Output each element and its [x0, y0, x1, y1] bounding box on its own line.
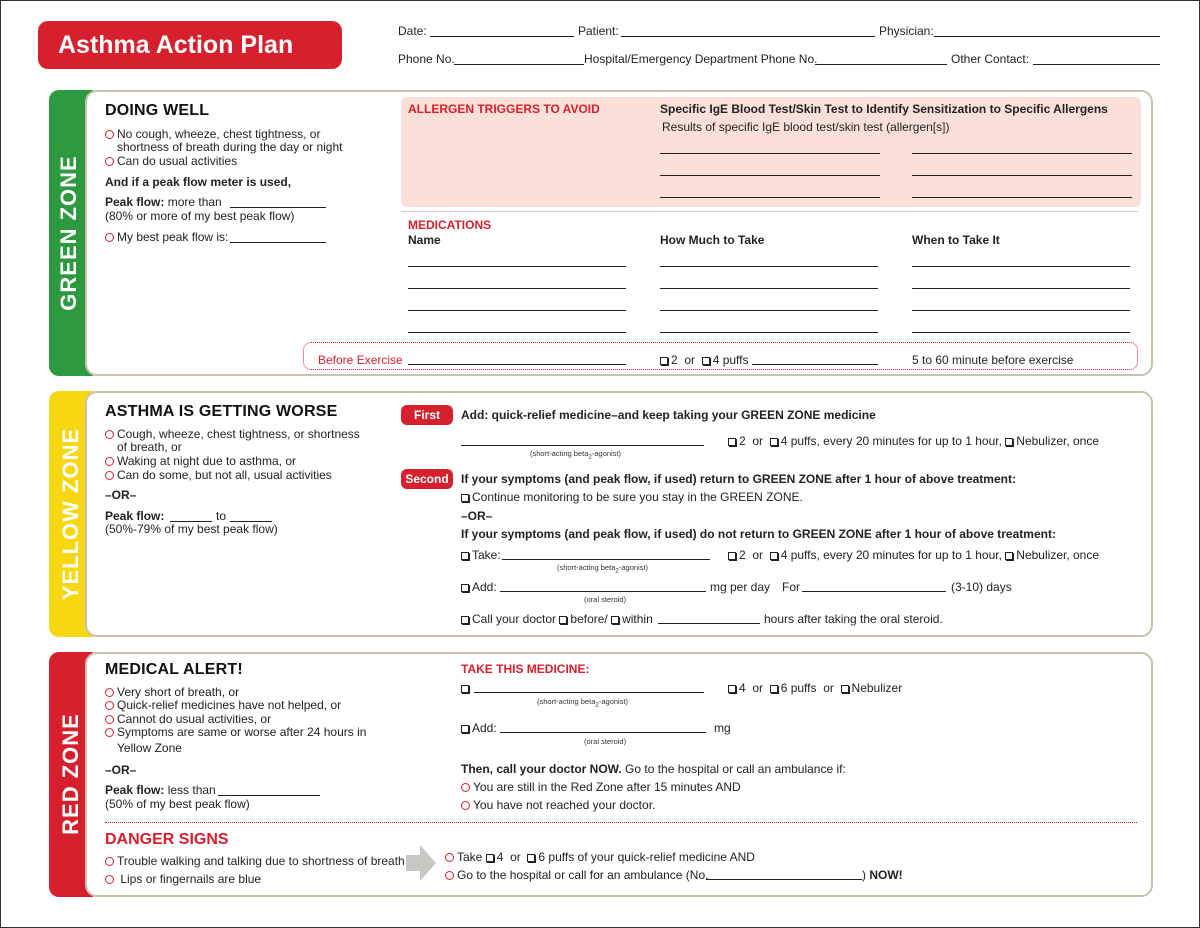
green-item-1: No cough, wheeze, chest tightness, or [105, 127, 320, 141]
patient-label: Patient: [578, 24, 619, 38]
red-peak-field[interactable] [218, 795, 320, 796]
checkbox-icon[interactable] [1005, 438, 1013, 446]
allergen-heading: ALLERGEN TRIGGERS TO AVOID [408, 102, 600, 116]
yellow-item-1b: of breath, or [117, 440, 182, 454]
red-cond-2: You have not reached your doctor. [461, 798, 655, 812]
phone-field[interactable] [454, 64, 584, 65]
other-contact-label: Other Contact: [951, 52, 1030, 66]
checkbox-icon[interactable] [559, 616, 567, 624]
circle-bullet-icon [445, 871, 454, 880]
oral-steroid-note: (oral steroid) [584, 595, 627, 604]
hours-field[interactable] [658, 623, 760, 624]
physician-label: Physician: [879, 24, 934, 38]
checkbox-icon[interactable] [461, 584, 469, 592]
ige-heading: Specific IgE Blood Test/Skin Test to Identify Sensitization to Specific Allergens [660, 102, 1108, 116]
med-line[interactable] [912, 266, 1130, 267]
circle-bullet-icon [105, 875, 114, 884]
add-row: Add: [461, 580, 497, 594]
green-item-1b: shortness of breath during the day or night [117, 140, 343, 154]
second-text-2: If your symptoms (and peak flow, if used) do not return to GREEN ZONE after 1 hour of above treatment: [461, 527, 1056, 541]
col-how-much: How Much to Take [660, 233, 765, 247]
yellow-peak-flow: Peak flow: [105, 509, 165, 523]
mg-per-day: mg per day [710, 580, 771, 594]
checkbox-icon[interactable] [461, 552, 469, 560]
med-line[interactable] [408, 288, 626, 289]
allergen-line[interactable] [660, 175, 880, 176]
second-badge: Second [401, 469, 453, 489]
divider [401, 211, 1138, 212]
circle-bullet-icon [105, 471, 114, 480]
red-zone-label: RED ZONE [58, 713, 83, 835]
yellow-peak-to: to [216, 509, 227, 523]
first-badge: First [401, 405, 453, 425]
checkbox-icon[interactable] [770, 685, 778, 693]
med-line[interactable] [408, 310, 626, 311]
physician-field[interactable] [934, 36, 1160, 37]
take-row: Take: [461, 548, 501, 562]
patient-field[interactable] [621, 36, 875, 37]
add-field[interactable] [500, 591, 706, 592]
med-line[interactable] [660, 332, 878, 333]
red-cond-1: You are still in the Red Zone after 15 minutes AND [461, 780, 741, 794]
circle-bullet-icon [105, 233, 114, 242]
medical-alert-heading: MEDICAL ALERT! [105, 661, 243, 678]
best-peak-field[interactable] [230, 242, 326, 243]
red-item-2: Quick-relief medicines have not helped, or [105, 698, 341, 712]
call-doctor-now: Then, call your doctor NOW. Go to the hospital or call an ambulance if: [461, 762, 846, 776]
red-or: –OR– [105, 763, 137, 777]
med-line[interactable] [660, 288, 878, 289]
red-item-1: Very short of breath, or [105, 685, 239, 699]
red-add-row: Add: [461, 721, 497, 735]
exercise-underline [752, 364, 878, 365]
med-line[interactable] [912, 332, 1130, 333]
circle-bullet-icon [105, 688, 114, 697]
circle-bullet-icon [105, 857, 114, 866]
checkbox-icon[interactable] [702, 357, 710, 365]
yellow-item-1: Cough, wheeze, chest tightness, or shortness [105, 427, 360, 441]
circle-bullet-icon [461, 801, 470, 810]
danger-1: Trouble walking and talking due to shortness of breath [105, 854, 405, 868]
medications-heading: MEDICATIONS [408, 218, 492, 232]
circle-bullet-icon [105, 457, 114, 466]
allergen-line[interactable] [660, 197, 880, 198]
med-line[interactable] [660, 310, 878, 311]
checkbox-icon[interactable] [728, 552, 736, 560]
yellow-peak-note: (50%-79% of my best peak flow) [105, 522, 278, 536]
checkbox-icon[interactable] [770, 552, 778, 560]
before-exercise-field[interactable] [408, 364, 626, 365]
checkbox-icon[interactable] [728, 685, 736, 693]
second-text-1: If your symptoms (and peak flow, if used) return to GREEN ZONE after 1 hour of above treatment: [461, 472, 1016, 486]
page-title: Asthma Action Plan [38, 21, 342, 69]
yellow-second-puffs: 2 or 4 puffs, every 20 minutes for up to 1 hour, Nebulizer, once [728, 548, 1099, 562]
green-peak-flow: Peak flow: more than [105, 195, 222, 209]
circle-bullet-icon [105, 130, 114, 139]
beta-agonist-note-3: (short-acting beta$_2$-agonist) [537, 697, 629, 709]
danger-action-2: Go to the hospital or call for an ambulance (No. [445, 868, 708, 882]
arrow-right-icon [404, 843, 438, 883]
days-field[interactable] [802, 591, 946, 592]
checkbox-icon[interactable] [461, 725, 469, 733]
getting-worse-heading: ASTHMA IS GETTING WORSE [105, 403, 338, 420]
checkbox-icon[interactable] [841, 685, 849, 693]
yellow-first-puffs: 2 or 4 puffs, every 20 minutes for up to 1 hour, Nebulizer, once [728, 434, 1099, 448]
med-line[interactable] [408, 332, 626, 333]
yellow-zone-label: YELLOW ZONE [58, 427, 83, 601]
call-doctor-row: Call your doctor before/ within [461, 612, 653, 626]
green-peak-note: (80% or more of my best peak flow) [105, 209, 295, 223]
allergen-line[interactable] [912, 153, 1132, 154]
circle-bullet-icon [445, 853, 454, 862]
take-field[interactable] [502, 559, 710, 560]
med-line[interactable] [912, 310, 1130, 311]
red-quick-relief-field[interactable] [474, 692, 704, 693]
yellow-quick-relief-field[interactable] [461, 445, 704, 446]
ige-results: Results of specific IgE blood test/skin test (allergen[s]) [662, 120, 950, 134]
ambulance-number-field[interactable] [706, 879, 862, 880]
phone-label: Phone No. [398, 52, 455, 66]
hours-after: hours after taking the oral steroid. [764, 612, 943, 626]
yellow-or2: –OR– [461, 509, 493, 523]
checkbox-icon[interactable] [660, 357, 668, 365]
red-peak-flow: Peak flow: less than [105, 783, 216, 797]
col-when: When to Take It [912, 233, 1000, 247]
red-item-4: Symptoms are same or worse after 24 hours in [105, 725, 366, 739]
red-peak-note: (50% of my best peak flow) [105, 797, 250, 811]
continue-monitoring: Continue monitoring to be sure you stay in the GREEN ZONE. [461, 490, 803, 504]
red-puffs: 4 or 6 puffs or Nebulizer [728, 681, 902, 695]
yellow-or: –OR– [105, 488, 137, 502]
first-text: Add: quick-relief medicine–and keep taking your GREEN ZONE medicine [461, 408, 876, 422]
peak-intro: And if a peak flow meter is used, [105, 175, 292, 189]
circle-bullet-icon [105, 715, 114, 724]
circle-bullet-icon [105, 430, 114, 439]
date-label: Date: [398, 24, 427, 38]
days-label: (3-10) days [951, 580, 1012, 594]
danger-action-close: ) NOW! [862, 868, 903, 882]
yellow-item-2: Waking at night due to asthma, or [105, 454, 296, 468]
for-label: For [782, 580, 800, 594]
checkbox-icon[interactable] [486, 854, 494, 862]
red-mg: mg [714, 721, 731, 735]
red-item-4b: Yellow Zone [117, 741, 182, 755]
yellow-item-3: Can do some, but not all, usual activities [105, 468, 332, 482]
doing-well-heading: DOING WELL [105, 102, 210, 119]
beta-agonist-note-2: (short-acting beta$_2$-agonist) [557, 563, 649, 575]
med-line[interactable] [912, 288, 1130, 289]
exercise-when: 5 to 60 minute before exercise [912, 353, 1074, 367]
checkbox-icon[interactable] [611, 616, 619, 624]
hospital-phone-field[interactable] [815, 64, 947, 65]
med-line[interactable] [660, 266, 878, 267]
green-zone-label: GREEN ZONE [56, 155, 81, 311]
red-oral-steroid-note: (oral steroid) [584, 737, 627, 746]
checkbox-icon[interactable] [461, 494, 469, 502]
checkbox-icon[interactable] [1005, 552, 1013, 560]
danger-signs-heading: DANGER SIGNS [105, 831, 229, 848]
exercise-puffs: 2 or 4 puffs [660, 353, 749, 367]
beta-agonist-note: (short-acting beta$_2$-agonist) [530, 449, 622, 461]
danger-divider [105, 822, 1137, 823]
checkbox-icon[interactable] [461, 685, 469, 693]
hospital-phone-label: Hospital/Emergency Department Phone No. [584, 52, 818, 66]
circle-bullet-icon [105, 728, 114, 737]
allergen-line[interactable] [912, 197, 1132, 198]
danger-2: Lips or fingernails are blue [105, 872, 261, 886]
red-add-field[interactable] [500, 732, 706, 733]
red-med-check [461, 681, 472, 695]
green-peak-field[interactable] [230, 207, 326, 208]
allergen-line[interactable] [912, 175, 1132, 176]
circle-bullet-icon [461, 783, 470, 792]
med-line[interactable] [408, 266, 626, 267]
circle-bullet-icon [105, 701, 114, 710]
checkbox-icon[interactable] [770, 438, 778, 446]
red-item-3: Cannot do usual activities, or [105, 712, 271, 726]
take-medicine-heading: TAKE THIS MEDICINE: [461, 662, 590, 676]
checkbox-icon[interactable] [728, 438, 736, 446]
circle-bullet-icon [105, 157, 114, 166]
other-contact-field[interactable] [1033, 64, 1160, 65]
danger-action-1: Take 4 or 6 puffs of your quick-relief medicine AND [445, 850, 755, 864]
date-field[interactable] [430, 36, 574, 37]
green-item-2: Can do usual activities [105, 154, 237, 168]
allergen-line[interactable] [660, 153, 880, 154]
checkbox-icon[interactable] [461, 616, 469, 624]
checkbox-icon[interactable] [527, 854, 535, 862]
best-peak-flow: My best peak flow is: [105, 230, 228, 244]
col-name: Name [408, 233, 441, 247]
before-exercise-label: Before Exercise [318, 353, 403, 367]
